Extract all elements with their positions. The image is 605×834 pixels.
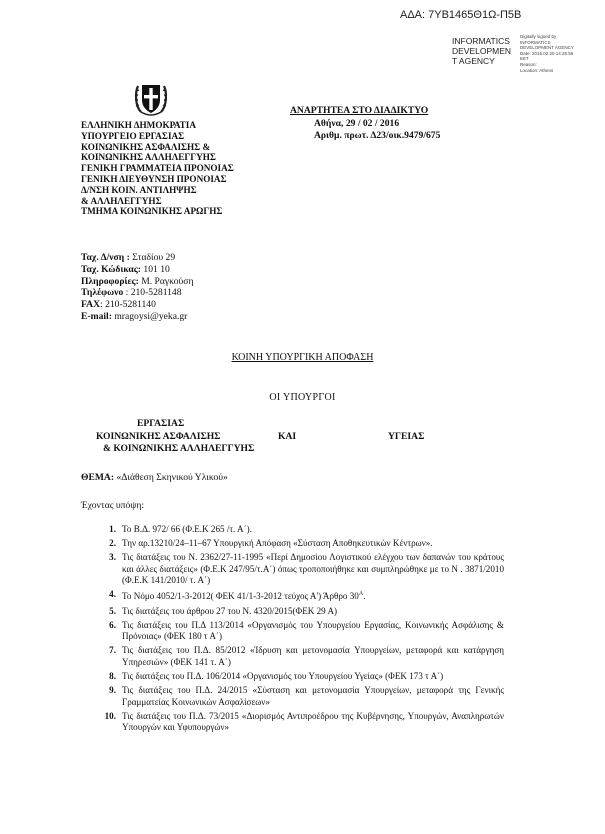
list-item: 6. Τις διατάξεις του Π.Δ 113/2014 «Οργανισμός του Υπουργείου Εργασίας, Κοινωνικής Ασφάλισης & Πρόνοιας» (ΦΕΚ 180 τ Α΄) xyxy=(109,619,504,642)
org-line: Δ/ΝΣΗ ΚΟΙΝ. ΑΝΤΙΛΗΨΗΣ xyxy=(81,184,197,195)
org-line: ΥΠΟΥΡΓΕΙΟ ΕΡΓΑΣΙΑΣ xyxy=(81,130,185,141)
minister-social-solidarity: & ΚΟΙΝΩΝΙΚΗΣ ΑΛΛΗΛΕΓΓΥΗΣ xyxy=(103,443,255,454)
issuing-authority-block xyxy=(81,120,234,217)
list-item: 7. Τις διατάξεις του Π.Δ. 85/2012 «Ίδρυση και μετονομασία Υπουργείων, μεταφορά και κατάργηση Υπηρεσιών» (ΦΕΚ 141 τ. Α΄) xyxy=(109,645,504,667)
minister-social-insurance: ΚΟΙΝΩΝΙΚΗΣ ΑΣΦΑΛΙΣΗΣ xyxy=(96,431,221,442)
contact-phone: Τηλέφωνο : 210-5281148 xyxy=(81,287,182,299)
list-item: 5. Τις διατάξεις του άρθρου 27 του Ν. 4320/2015(ΦΕΚ 29 Α) xyxy=(109,605,338,616)
date-line: Αθήνα, 29 / 02 / 2016 xyxy=(314,117,400,129)
considering-heading: Έχοντας υπόψη: xyxy=(81,500,144,511)
signature-detail-line: Location: Athens xyxy=(520,67,554,73)
subject-value: «Διάθεση Σκηνικού Υλικού» xyxy=(116,472,228,483)
org-line: ΕΛΛΗΝΙΚΗ ΔΗΜΟΚΡΑΤΙΑ xyxy=(81,120,196,130)
decision-title: ΚΟΙΝΗ ΥΠΟΥΡΓΙΚΗ ΑΠΟΦΑΣΗ xyxy=(231,352,374,363)
org-line: ΓΕΝΙΚΗ ΔΙΕΥΘΥΝΣΗ ΠΡΟΝΟΙΑΣ xyxy=(81,173,227,184)
org-line: & ΑΛΛΗΛΕΓΓΥΗΣ xyxy=(81,195,162,206)
ada-code: ΑΔΑ: 7ΥΒ1465Θ1Ω-Π5Β xyxy=(400,9,522,21)
ministers-title: ΟΙ ΥΠΟΥΡΓΟΙ xyxy=(269,392,336,403)
org-line: ΚΟΙΝΩΝΙΚΗΣ ΑΣΦΑΛΙΣΗΣ & xyxy=(81,141,211,152)
subject-label: ΘΕΜΑ: xyxy=(81,472,115,483)
org-line: ΓΕΝΙΚΗ ΓΡΑΜΜΑΤΕΙΑ ΠΡΟΝΟΙΑΣ xyxy=(81,163,234,174)
list-item: 4. Το Νόμο 4052/1-3-2012( ΦΕΚ 41/1-3-2012 τεύχος Α') Άρθρο $30^A$. xyxy=(109,589,366,602)
minister-health: ΥΓΕΙΑΣ xyxy=(388,431,425,442)
signature-agency-label: INFORMATICS DEVELOPMEN T AGENCY xyxy=(452,36,512,66)
signature-detail-line: Date: 2016.02.29 14:25:56 xyxy=(520,50,574,56)
list-item: 9. Τις διατάξεις του Π.Δ. 24/2015 «Σύσταση και μετονομασία Υπουργείων, μεταφορά της Γενικής Γραμματείας Κοινωνικών Ασφαλίσεων» xyxy=(109,685,504,707)
org-line: ΚΟΙΝΩΝΙΚΗΣ ΑΛΛΗΛΕΓΓΥΗΣ xyxy=(81,152,216,163)
contact-address: Ταχ. Δ/νση : Σταδίου 29 xyxy=(81,252,176,263)
list-item: 10. Τις διατάξεις του Π.Δ. 73/2015 «Διορισμός Αντιπροέδρου της Κυβέρνησης, Υπουργών, Αναπληρωτών Υπουργών και Υφυπουργών» xyxy=(104,710,504,733)
protocol-number: Αριθμ. πρωτ. Δ23/οικ.9479/675 xyxy=(314,130,441,141)
list-item: 3. Τις διατάξεις του Ν. 2362/27-11-1995 «Περί Δημοσίου Λογιστικού ελέγχου των δαπανών του κράτους και άλλες διατάξεις» (Φ.Ε.Κ 247/95/τ.Α΄) όπως τροποποιήθηκε και συμπληρώθηκε με το Ν . 3871/2010 (Φ.Ε.Κ 141/2010/ τ. Α΄) xyxy=(109,552,504,586)
contact-info-person: Πληροφορίες: Μ. Ραγκούση xyxy=(81,275,194,287)
contact-block xyxy=(81,252,193,323)
contact-email: E-mail: mragoysi@yeka.gr xyxy=(81,310,188,322)
signature-detail-line: Reason: xyxy=(520,61,537,67)
signature-details xyxy=(520,34,602,73)
signature-detail-line: EET xyxy=(520,56,529,62)
signature-detail-line: Digitally signed by xyxy=(520,34,557,39)
org-line: ΤΜΗΜΑ ΚΟΙΝΩΝΙΚΗΣ ΑΡΩΓΗΣ xyxy=(81,206,223,217)
subject-line xyxy=(81,472,228,483)
contact-postcode: Ταχ. Κώδικας: 101 10 xyxy=(81,263,170,275)
greek-coat-of-arms-emblem xyxy=(133,80,169,123)
publish-note: ΑΝΑΡΤΗΤΕΑ ΣΤΟ ΔΙΑΔΙΚΤΥΟ xyxy=(290,105,429,116)
signature-detail-line: INFORMATICS xyxy=(520,39,551,45)
document-reference-block xyxy=(290,105,440,143)
contact-fax: FAX: 210-5281140 xyxy=(81,299,156,311)
signature-detail-line: DEVELOPMENT AGENCY xyxy=(520,45,574,51)
list-item: 1. Το Β.Δ. 972/ 66 (Φ.Ε.Κ 265 /τ. Α΄). xyxy=(109,524,252,534)
minister-labour: ΕΡΓΑΣΙΑΣ xyxy=(137,418,185,429)
list-item: 8. Τις διατάξεις του Π.Δ. 106/2014 «Οργανισμός του Υπουργείου Υγείας» (ΦΕΚ 173 τ Α΄) xyxy=(109,671,444,682)
minister-conjunction: ΚΑΙ xyxy=(278,431,297,442)
list-item: 2. Την αρ.13210/24–11–67 Υπουργική Απόφαση «Σύσταση Αποθηκευτικών Κέντρων». xyxy=(109,538,433,549)
legal-basis-list xyxy=(100,524,504,737)
